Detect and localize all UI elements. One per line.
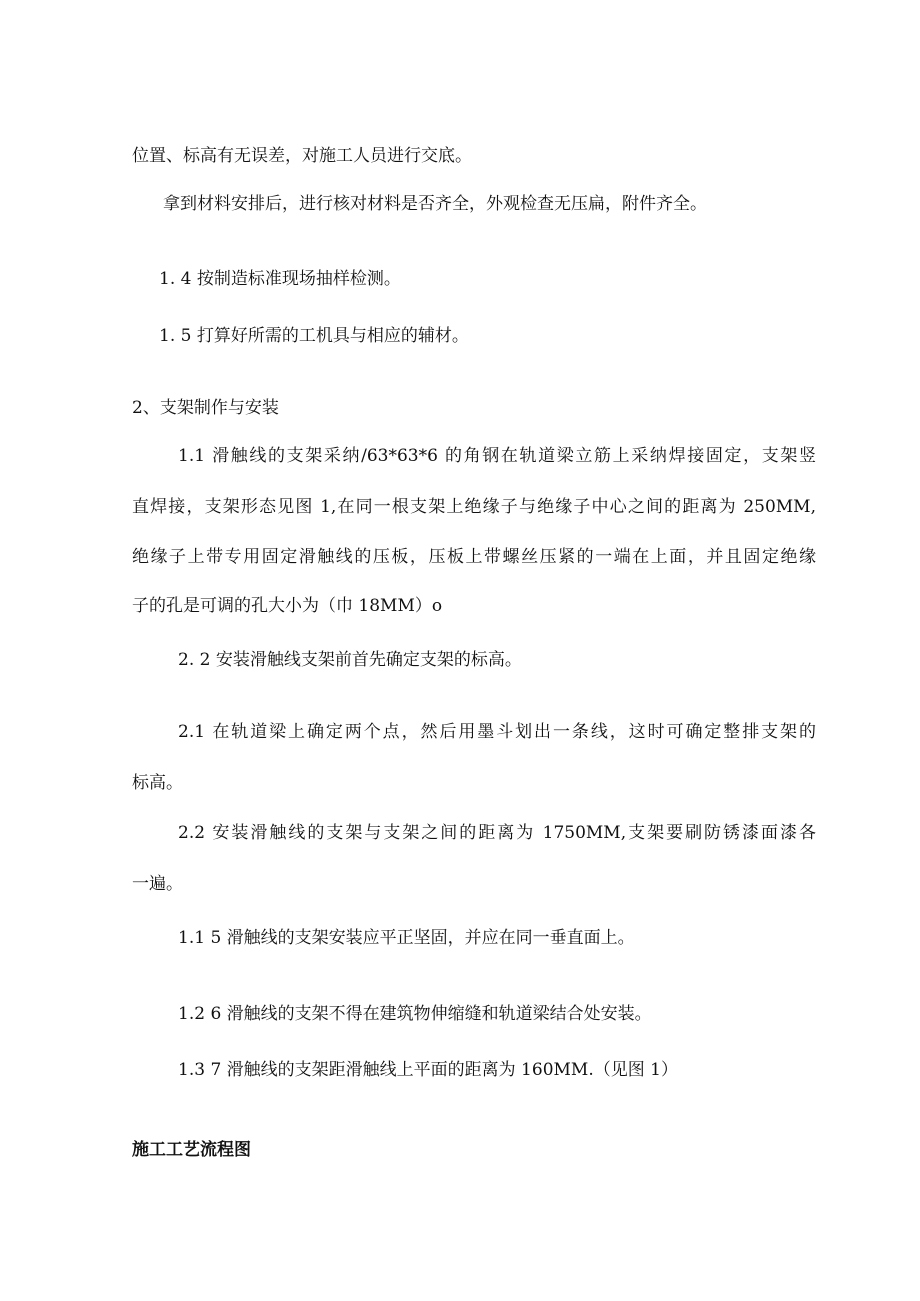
text-line-15: 1.1 5 滑触线的支架安装应平正坚固，并应在同一垂直面上。: [178, 928, 635, 948]
text-line-17: 1.3 7 滑触线的支架距滑触线上平面的距离为 160MM.（见图 1）: [178, 1060, 678, 1080]
text-line-8: 绝缘子上带专用固定滑触线的压板，压板上带螺丝压紧的一端在上面，并且固定绝缘: [132, 547, 816, 567]
text-line-12: 标高。: [132, 773, 183, 793]
text-line-11: 2.1 在轨道梁上确定两个点，然后用墨斗划出一条线，这时可确定整排支架的: [178, 722, 816, 742]
text-line-13: 2.2 安装滑触线的支架与支架之间的距离为 1750MM,支架要刷防锈漆面漆各: [178, 823, 816, 843]
text-line-9: 子的孔是可调的孔大小为（巾 18MM）o: [132, 596, 443, 616]
text-line-10: 2. 2 安装滑触线支架前首先确定支架的标高。: [178, 650, 522, 670]
text-line-2: 拿到材料安排后，进行核对材料是否齐全，外观检查无压扁，附件齐全。: [163, 194, 707, 214]
text-line-3: 1. 4 按制造标准现场抽样检测。: [159, 269, 401, 289]
section-title-process-flow: 施工工艺流程图: [132, 1140, 251, 1160]
text-line-14: 一遍。: [132, 874, 183, 894]
text-line-1: 位置、标高有无误差，对施工人员进行交底。: [132, 146, 472, 166]
text-line-7: 直焊接，支架形态见图 1,在同一根支架上绝缘子与绝缘子中心之间的距离为 250MM,: [132, 497, 816, 517]
text-line-4: 1. 5 打算好所需的工机具与相应的辅材。: [159, 326, 469, 346]
text-line-16: 1.2 6 滑触线的支架不得在建筑物伸缩缝和轨道梁结合处安装。: [178, 1004, 652, 1024]
text-line-6: 1.1 滑触线的支架采纳/63*63*6 的角钢在轨道梁立筋上采纳焊接固定，支架竖: [178, 446, 816, 466]
section-heading-2: 2、支架制作与安装: [132, 398, 279, 418]
